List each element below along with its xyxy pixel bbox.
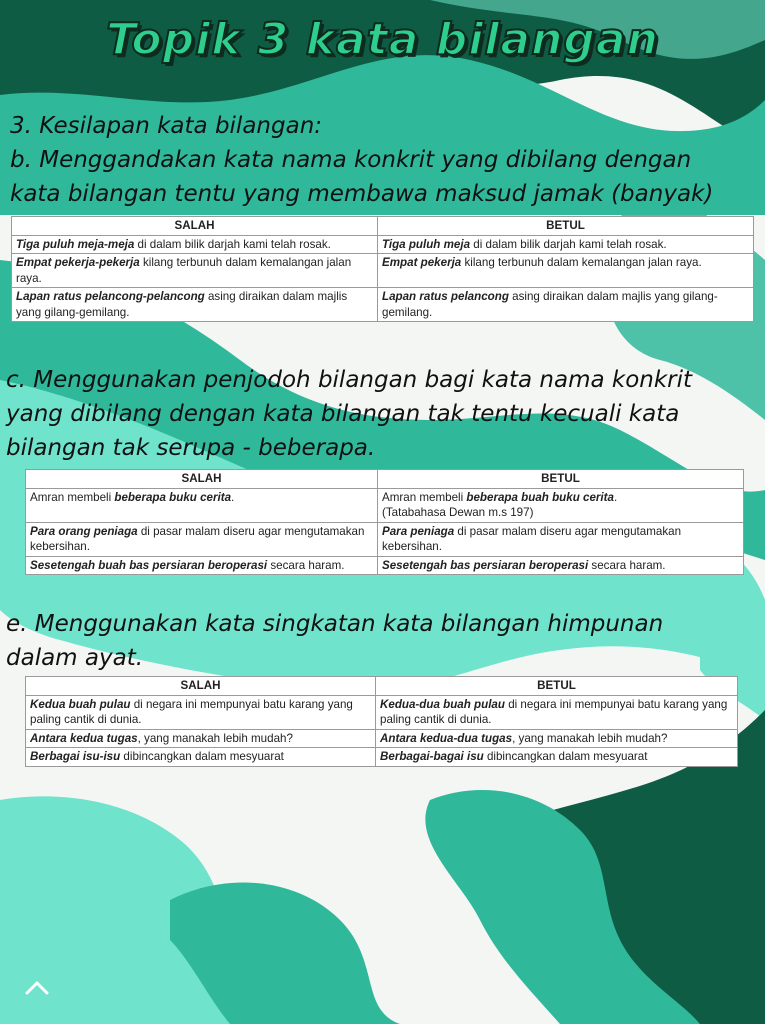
salah-text: di negara ini mempunyai batu karang yang paling cantik di dunia. — [30, 697, 353, 726]
table-e-header-betul: BETUL — [376, 677, 738, 696]
betul-text: , yang manakah lebih mudah? — [512, 731, 668, 745]
table-c — [25, 469, 744, 575]
betul-emphasis: Kedua-dua buah pulau — [380, 697, 505, 711]
salah-emphasis: Lapan ratus pelancong-pelancong — [16, 290, 205, 303]
reference-note: (Tatabahasa Dewan m.s 197) — [382, 506, 534, 519]
salah-text: , yang manakah lebih mudah? — [137, 731, 293, 745]
table-b-header-salah: SALAH — [12, 217, 378, 236]
table-row — [26, 729, 738, 748]
salah-text: di dalam bilik darjah kami telah rosak. — [134, 237, 331, 251]
betul-emphasis: Para peniaga — [382, 524, 455, 538]
point-b-line1: b. Menggandakan kata nama konkrit yang dibilang dengan — [10, 147, 692, 173]
betul-text: Amran membeli — [382, 490, 467, 504]
table-c-header-betul: BETUL — [378, 470, 744, 489]
betul-text: dibincangkan dalam mesyuarat — [483, 750, 648, 763]
table-e — [25, 676, 738, 767]
betul-emphasis: Antara kedua-dua tugas — [380, 731, 513, 745]
salah-text: dibincangkan dalam mesyuarat — [120, 750, 284, 763]
salah-text: Amran membeli — [30, 490, 115, 504]
salah-emphasis: Berbagai isu-isu — [30, 750, 121, 763]
betul-emphasis: Berbagai-bagai isu — [380, 750, 484, 763]
betul-text: secara haram. — [588, 558, 666, 572]
table-e-header-salah: SALAH — [26, 677, 376, 696]
table-row — [26, 695, 738, 729]
scroll-up-button[interactable] — [14, 968, 60, 1008]
table-row — [12, 235, 754, 254]
salah-text: asing diraikan dalam majlis yang gilang-gemilang. — [16, 290, 348, 319]
betul-emphasis: Tiga puluh meja — [382, 237, 471, 251]
salah-emphasis: Para orang peniaga — [30, 524, 138, 538]
section-heading: 3. Kesilapan kata bilangan: — [10, 113, 323, 139]
betul-emphasis: Empat pekerja — [382, 256, 462, 269]
salah-emphasis: beberapa buku cerita — [114, 490, 232, 504]
betul-text: asing diraikan dalam majlis yang gilang-gemilang. — [382, 290, 718, 319]
salah-emphasis: Tiga puluh meja-meja — [16, 237, 135, 251]
betul-text: di negara ini mempunyai batu karang yang paling cantik di dunia. — [380, 697, 728, 726]
salah-emphasis: Antara kedua tugas — [30, 731, 138, 745]
table-row — [12, 254, 754, 288]
salah-text: kilang terbunuh dalam kemalangan jalan raya. — [16, 256, 352, 285]
table-row — [26, 748, 738, 767]
salah-text: di pasar malam diseru agar mengutamakan kebersihan. — [30, 524, 365, 553]
betul-text: di dalam bilik darjah kami telah rosak. — [470, 237, 667, 251]
point-c-line1: c. Menggunakan penjodoh bilangan bagi kata nama konkrit — [6, 367, 693, 393]
betul-emphasis: Lapan ratus pelancong — [382, 290, 509, 303]
table-b-header-betul: BETUL — [378, 217, 754, 236]
page-title: Topik 3 kata bilangan — [106, 14, 659, 65]
betul-text: kilang terbunuh dalam kemalangan jalan raya. — [461, 256, 702, 269]
point-c-line2: yang dibilang dengan kata bilangan tak tentu kecuali kata — [6, 401, 680, 427]
betul-text: di pasar malam diseru agar mengutamakan kebersihan. — [382, 524, 682, 553]
salah-text: . — [231, 490, 235, 504]
table-b — [11, 216, 754, 322]
point-c-line3: bilangan tak serupa - beberapa. — [6, 435, 376, 461]
point-e-line1: e. Menggunakan kata singkatan kata bilangan himpunan — [6, 611, 664, 637]
chevron-up-icon — [24, 980, 50, 996]
salah-emphasis: Empat pekerja-pekerja — [16, 256, 140, 269]
salah-emphasis: Kedua buah pulau — [30, 697, 131, 711]
point-e-line2: dalam ayat. — [6, 645, 144, 671]
table-row — [26, 522, 744, 556]
table-row — [12, 288, 754, 322]
table-c-header-salah: SALAH — [26, 470, 378, 489]
salah-text: secara haram. — [267, 558, 345, 572]
betul-emphasis: beberapa buah buku cerita — [466, 490, 614, 504]
salah-emphasis: Sesetengah buah bas persiaran beroperasi — [30, 558, 268, 572]
point-b-line2: kata bilangan tentu yang membawa maksud jamak (banyak) — [10, 181, 714, 207]
betul-emphasis: Sesetengah bas persiaran beroperasi — [382, 558, 589, 572]
table-row — [26, 488, 744, 522]
table-row — [26, 556, 744, 575]
betul-text: . — [613, 490, 618, 504]
